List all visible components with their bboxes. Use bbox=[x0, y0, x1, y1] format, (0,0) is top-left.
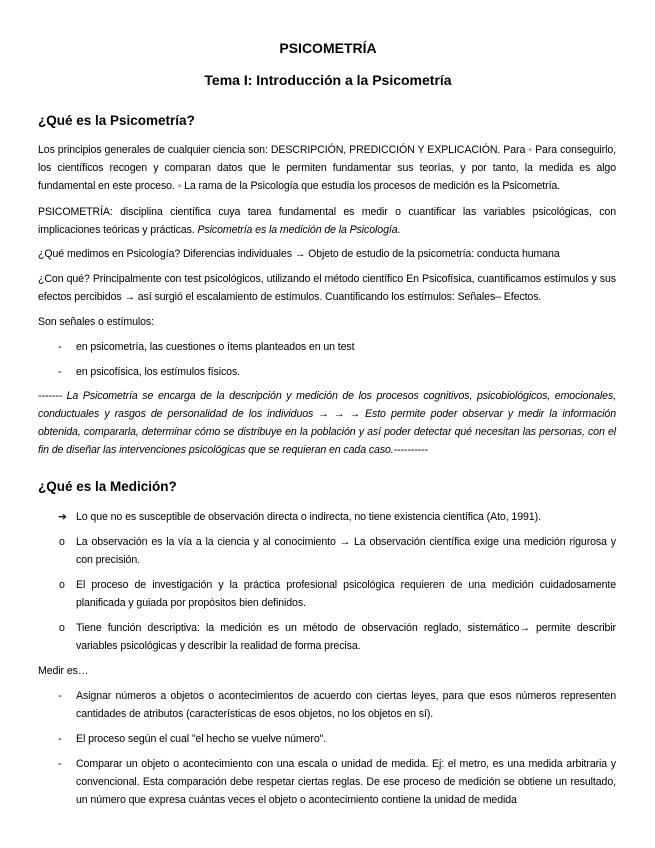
list-item: en psicometría, las cuestiones o ítems planteados en un test bbox=[76, 341, 355, 353]
section-heading-medicion: ¿Qué es la Medición? bbox=[38, 479, 177, 494]
bullet-marker: o bbox=[59, 579, 65, 591]
section-heading-psicometria: ¿Qué es la Psicometría? bbox=[38, 113, 195, 128]
list-item: Asignar números a objetos o acontecimientos de acuerdo con ciertas leyes, para que esos números representen cantidades de atributos (características de esos objetos, no los objetos en sí). bbox=[76, 690, 616, 720]
list-dash-marker: - bbox=[58, 366, 62, 378]
document-title: PSICOMETRÍA bbox=[279, 40, 377, 56]
list-dash-marker: - bbox=[58, 341, 62, 353]
bullet-marker: o bbox=[59, 622, 65, 634]
definicion-end: . bbox=[397, 224, 401, 236]
document-subtitle: Tema I: Introducción a la Psicometría bbox=[204, 72, 452, 88]
paragraph-que-medimos: ¿Qué medimos en Psicología? Diferencias individuales → Objeto de estudio de la psicometría: conducta humana bbox=[38, 248, 560, 260]
definicion-text: PSICOMETRÍA: disciplina científica cuya tarea fundamental es medir o cuantificar las variables psicológicas, con implicaciones teóricas y prácticas. bbox=[38, 206, 616, 236]
list-item: Comparar un objeto o acontecimiento con una escala o unidad de medida. Ej: el metro, es una medida arbitraria y convencional. Esta comparación debe respetar ciertas reglas. De ese proceso de medición se obtiene un resultado, un número que expresa cuántas veces el objeto o acontecimiento contiene la unidad de medida bbox=[76, 758, 616, 806]
definicion-italic: Psicometría es la medición de la Psicología bbox=[197, 224, 398, 236]
paragraph-psicometria-italic: ------- La Psicometría se encarga de la descripción y medición de los procesos cognitivos, psicobiológicos, emocionales, conductuales y rasgos de personalidad de los individuos → → → Esto permite poder observar y medir la información obtenida, compararla, determinar cómo se distribuye en la población y así poder detectar qué necesitan las personas, con el fin de diseñar las intervenciones psicológicas que se requieran en cada caso.---------- bbox=[38, 390, 616, 456]
paragraph-definicion bbox=[38, 203, 616, 239]
list-item: El proceso de investigación y la práctica profesional psicológica requieren de una medición cuidadosamente planificada y guiada por propósitos bien definidos. bbox=[76, 579, 616, 609]
paragraph-principios: Los principios generales de cualquier ciencia son: DESCRIPCIÓN, PREDICCIÓN Y EXPLICACIÓN. Para ◦ Para conseguirlo, los científicos recogen y comparan datos que le permiten fundamentar sus teorías, y por tanto, la medida es algo fundamental en este proceso. ◦ La rama de la Psicología que estudia los procesos de medición es la Psicometría. bbox=[38, 144, 616, 192]
list-item: Tiene función descriptiva: la medición es un método de observación reglado, sistemático→ permite describir variables psicológicas y describir la realidad de forma precisa. bbox=[76, 622, 616, 652]
arrow-icon: ➔ bbox=[58, 511, 67, 523]
paragraph-senales: Son señales o estímulos: bbox=[38, 316, 154, 328]
list-dash-marker: - bbox=[58, 758, 62, 770]
list-item: La observación es la vía a la ciencia y al conocimiento → La observación científica exige una medición rigurosa y con precisión. bbox=[76, 536, 616, 566]
list-dash-marker: - bbox=[58, 733, 62, 745]
list-item: Lo que no es susceptible de observación directa o indirecta, no tiene existencia científica (Ato, 1991). bbox=[76, 511, 541, 523]
list-item: El proceso según el cual "el hecho se vuelve número". bbox=[76, 733, 327, 745]
list-dash-marker: - bbox=[58, 690, 62, 702]
list-item: en psicofísica, los estímulos físicos. bbox=[76, 366, 240, 378]
medir-label: Medir es… bbox=[38, 665, 89, 677]
paragraph-con-que: ¿Con qué? Principalmente con test psicológicos, utilizando el método científico En Psicofísica, cuantificamos estímulos y sus efectos percibidos → así surgió el escalamiento de estímulos. Cuantificando los estímulos: Señales– Efectos. bbox=[38, 273, 616, 303]
bullet-marker: o bbox=[59, 536, 65, 548]
